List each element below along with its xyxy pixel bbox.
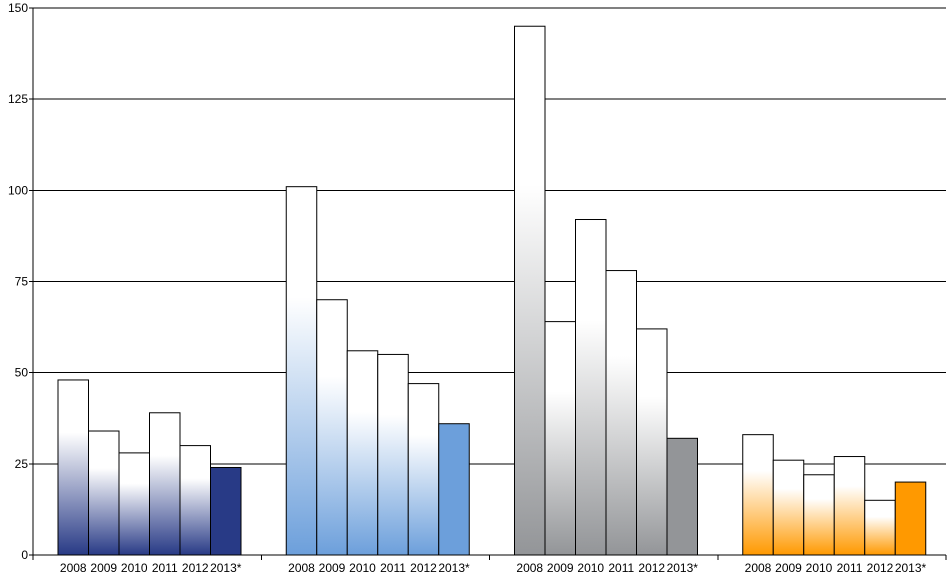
bar <box>89 431 120 555</box>
y-tick-label: 75 <box>14 274 28 289</box>
y-tick-label: 100 <box>7 183 28 198</box>
y-tick-label: 25 <box>14 456 28 471</box>
x-tick-label: 2011 <box>608 561 635 573</box>
x-tick-label: 2010 <box>577 561 605 573</box>
bar <box>667 438 698 555</box>
bar <box>150 413 181 555</box>
bar <box>773 460 804 555</box>
bar <box>606 271 637 555</box>
bar <box>317 300 348 555</box>
x-tick-label: 2008 <box>744 561 772 573</box>
bar <box>211 467 242 555</box>
x-tick-label: 2010 <box>120 561 148 573</box>
bars-layer <box>58 26 926 555</box>
bar <box>119 453 150 555</box>
x-tick-label: 2011 <box>151 561 178 573</box>
x-tick-label: 2009 <box>546 561 574 573</box>
x-tick-label: 2012 <box>638 561 666 573</box>
bar <box>545 322 576 555</box>
x-tick-label: 2009 <box>775 561 802 573</box>
x-tick-label: 2009 <box>90 561 118 573</box>
x-tick-label: 2009 <box>318 561 346 573</box>
bar <box>834 457 865 555</box>
x-tick-label: 2013* <box>438 561 470 573</box>
x-tick-label: 2012 <box>410 561 437 573</box>
x-tick-label: 2011 <box>836 561 863 573</box>
bar <box>895 482 926 555</box>
x-tick-label: 2010 <box>349 561 376 573</box>
bar <box>286 187 317 555</box>
bar <box>378 354 409 555</box>
bar <box>58 380 89 555</box>
x-tick-label: 2013* <box>210 561 242 573</box>
bar <box>865 500 896 555</box>
bar <box>408 384 439 555</box>
bar <box>576 220 607 555</box>
x-tick-label: 2012 <box>866 561 894 573</box>
bar <box>743 435 774 555</box>
bar <box>804 475 835 555</box>
grid-layer <box>33 8 946 464</box>
x-tick-label: 2013* <box>894 561 927 573</box>
x-tick-label: 2013* <box>666 561 698 573</box>
bar <box>637 329 668 555</box>
x-tick-label: 2008 <box>288 561 315 573</box>
bar <box>515 26 546 555</box>
x-tick-label: 2008 <box>59 561 87 573</box>
x-tick-label: 2010 <box>805 561 833 573</box>
y-tick-label: 50 <box>14 365 28 380</box>
bar <box>439 424 470 555</box>
y-tick-label: 0 <box>21 548 28 562</box>
bar <box>347 351 378 555</box>
bar <box>180 446 211 555</box>
y-tick-label: 125 <box>7 92 28 107</box>
x-tick-label: 2012 <box>181 561 209 573</box>
x-tick-label: 2011 <box>380 561 406 573</box>
y-tick-label: 150 <box>7 1 28 15</box>
x-tick-label: 2008 <box>516 561 544 573</box>
